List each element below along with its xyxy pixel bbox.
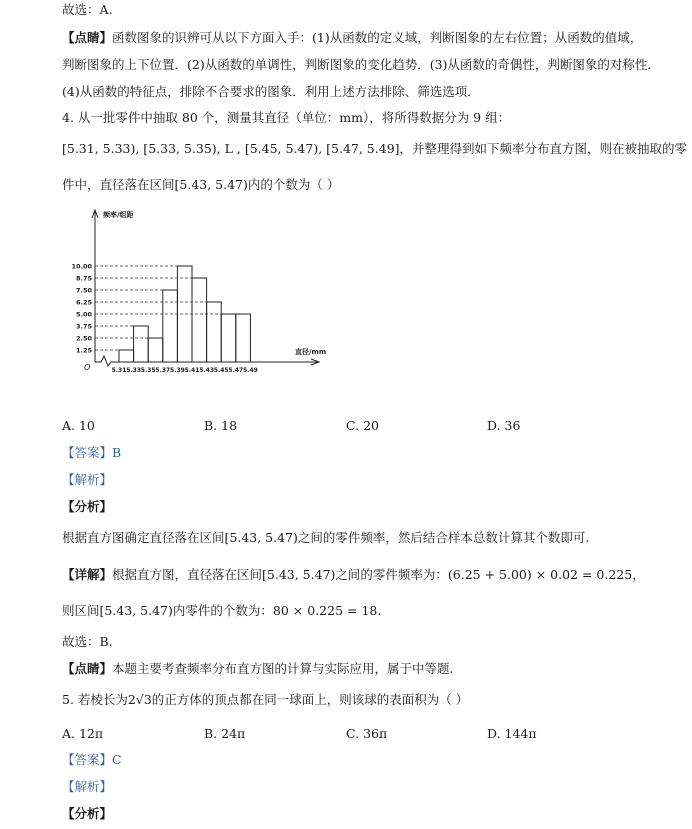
q5-option-c: C. 36π [346, 726, 388, 741]
q5-option-d: D. 144π [487, 726, 537, 741]
tip-line-1 [62, 30, 642, 46]
q5-text-b: 的正方体的顶点都在同一球面上，则该球的表面积为（ ） [151, 692, 469, 707]
q4-fenxi-text [62, 530, 589, 546]
histogram-bar [207, 302, 222, 362]
x-tick-label: 5.49 [242, 367, 258, 374]
x-tick-label: 5.43 [199, 367, 215, 374]
x-tick-label: 5.33 [126, 367, 142, 374]
fenxi-interval: [5.43, 5.47) [224, 530, 298, 545]
q4-tip-label: 【点睛】 [62, 661, 113, 676]
detail-formula: (6.25 + 5.00) × 0.02 = 0.225 [447, 567, 633, 582]
q5-analysis-label: 【解析】 [62, 779, 113, 794]
x-tick-label: 5.47 [228, 367, 244, 374]
origin-label: O [84, 363, 91, 372]
histogram-bar [134, 326, 149, 362]
histogram-bar [221, 314, 236, 362]
detail-label: 【详解】 [62, 567, 113, 582]
tip-text-1: 函数图象的识辨可从以下方面入手：(1)从函数的定义域，判断图象的左右位置；从函数的值域， [112, 30, 643, 45]
y-axis-label: 频率/组距 [103, 211, 134, 219]
then-text-b: 内零件的个数为： [172, 603, 273, 618]
q4-stem-line-2 [62, 141, 687, 157]
q5-edge-length: 2√3 [127, 692, 152, 707]
then-text-c: . [377, 603, 382, 618]
q4-option-b: B. 18 [204, 418, 238, 433]
q4-stem-text-2: ，并整理得到如下频率分布直方图，则在被抽取的零 [399, 141, 688, 156]
q4-tip-line [62, 661, 454, 677]
y-tick-label: 6.25 [75, 298, 92, 307]
y-tick-label: 8.75 [75, 274, 92, 283]
x-tick-label: 5.37 [155, 367, 171, 374]
q4-stem-text-3b: 内的个数为（ ） [247, 177, 340, 192]
q4-answer: 【答案】B [62, 445, 122, 460]
q5-stem [62, 692, 468, 708]
x-axis-label: 直径/mm [295, 348, 327, 356]
detail-text-b: 之间的零件频率为： [335, 567, 448, 582]
q4-stem-text-3a: 件中，直径落在区间 [62, 177, 175, 192]
x-tick-label: 5.35 [140, 367, 156, 374]
q4-choose: 故选：B. [62, 634, 113, 649]
histogram-bar [236, 314, 251, 362]
q4-stem-line-1: 4. 从一批零件中抽取 80 个，测量其直径（单位：mm），将所得数据分为 9 组： [62, 110, 511, 125]
x-tick-label: 5.31 [111, 367, 127, 374]
q5-option-b: B. 24π [204, 726, 246, 741]
fenxi-text-b: 之间的零件频率，然后结合样本总数计算其个数即可. [297, 530, 590, 545]
then-text-a: 则区间 [62, 603, 100, 618]
histogram-chart [55, 200, 335, 385]
answer-line-q3: 故选：A. [62, 2, 113, 17]
q5-answer: 【答案】C [62, 752, 122, 767]
y-tick-label: 3.75 [75, 322, 92, 331]
q4-intervals: [5.31, 5.33), [5.33, 5.35), L , [5.45, 5.47), [5.47, 5.49] [62, 141, 400, 156]
q4-option-d: D. 36 [487, 418, 521, 433]
q5-text-a: 5. 若棱长为 [62, 692, 128, 707]
x-tick-label: 5.41 [184, 367, 200, 374]
x-tick-label: 5.39 [169, 367, 185, 374]
q4-tip-text: 本题主要考查频率分布直方图的计算与实际应用，属于中等题. [112, 661, 454, 676]
histogram-bar [119, 350, 134, 362]
x-tick-label: 5.45 [213, 367, 229, 374]
q4-then-line [62, 603, 381, 619]
tip-line-2: 判断图象的上下位置．(2)从函数的单调性，判断图象的变化趋势．(3)从函数的奇偶性，判断图象的对称性． [62, 57, 660, 72]
y-tick-label: 5.00 [75, 310, 92, 319]
x-axis [95, 356, 317, 366]
histogram-bar [148, 338, 163, 362]
fenxi-text-a: 根据直方图确定直径落在区间 [62, 530, 225, 545]
q4-interval: [5.43, 5.47) [174, 177, 248, 192]
q5-fenxi-label: 【分析】 [62, 806, 113, 821]
then-interval: [5.43, 5.47) [99, 603, 173, 618]
histogram-bar [163, 290, 178, 362]
then-formula: 80 × 0.225 = 18 [272, 603, 378, 618]
q4-fenxi-label: 【分析】 [62, 499, 113, 514]
tip-line-3: (4)从函数的特征点，排除不合要求的图象．利用上述方法排除、筛选选项． [62, 84, 480, 99]
y-tick-label: 10.00 [71, 262, 92, 271]
q4-option-c: C. 20 [346, 418, 379, 433]
q4-stem-line-3 [62, 177, 339, 193]
detail-text-a: 根据直方图，直径落在区间 [112, 567, 263, 582]
q4-detail-line [62, 567, 645, 583]
histogram-bar [192, 278, 207, 362]
q4-option-a: A. 10 [62, 418, 95, 433]
q4-analysis-label: 【解析】 [62, 472, 113, 487]
detail-text-c: ， [632, 567, 645, 582]
y-tick-label: 7.50 [75, 286, 92, 295]
detail-interval: [5.43, 5.47) [262, 567, 336, 582]
y-tick-label: 1.25 [75, 346, 92, 355]
histogram-bar [177, 266, 192, 362]
tip-label: 【点睛】 [62, 30, 113, 45]
q5-option-a: A. 12π [62, 726, 104, 741]
y-tick-label: 2.50 [75, 334, 92, 343]
